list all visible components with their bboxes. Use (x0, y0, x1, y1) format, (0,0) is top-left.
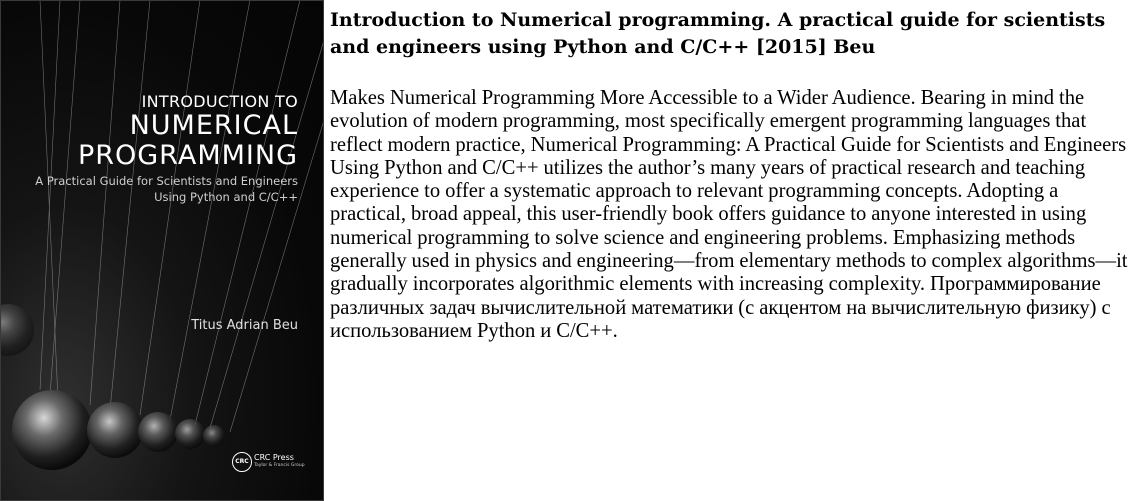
cover-title-block (35, 93, 298, 205)
crc-logo-icon: CRC (232, 452, 252, 472)
book-info (330, 7, 1130, 343)
cover-author: Titus Adrian Beu (191, 318, 298, 333)
cover-heading-large-1: NUMERICAL (129, 110, 298, 141)
cover-heading-small: INTRODUCTION TO (141, 92, 298, 111)
book-cover (0, 0, 324, 501)
cover-subtitle-line1: A Practical Guide for Scientists and Engineers (35, 174, 298, 188)
cover-heading-large-2: PROGRAMMING (77, 140, 298, 171)
publisher-group: Taylor & Francis Group (254, 463, 305, 468)
publisher-name: CRC Press (254, 453, 294, 462)
book-description: Makes Numerical Programming More Accessible to a Wider Audience. Bearing in mind the evolution of modern programming, most specifically emergent programming languages that reflect modern practice, Numerical Programming: A Practical Guide for Scientists and Engineers Using Python and C/C++ utilizes the author’s many years of practical research and teaching experience to offer a systematic approach to relevant programming concepts. Adopting a practical, broad appeal, this user-friendly book offers guidance to anyone interested in using numerical programming to solve science and engineering problems. Emphasizing methods generally used in physics and engineering—from elementary methods to complex algorithms—it gradually incorporates algorithmic elements with increasing complexity. Программирование различных задач вычислительной математики (с акцентом на вычислительную физику) с использованием Python и C/C++. (330, 87, 1128, 342)
book-title: Introduction to Numerical programming. A practical guide for scientists and engineers using Python and C/C++ [2015] Beu (330, 9, 1106, 58)
cover-subtitle-line2: Using Python and C/C++ (154, 190, 298, 204)
newtons-cradle-illustration (0, 0, 324, 501)
